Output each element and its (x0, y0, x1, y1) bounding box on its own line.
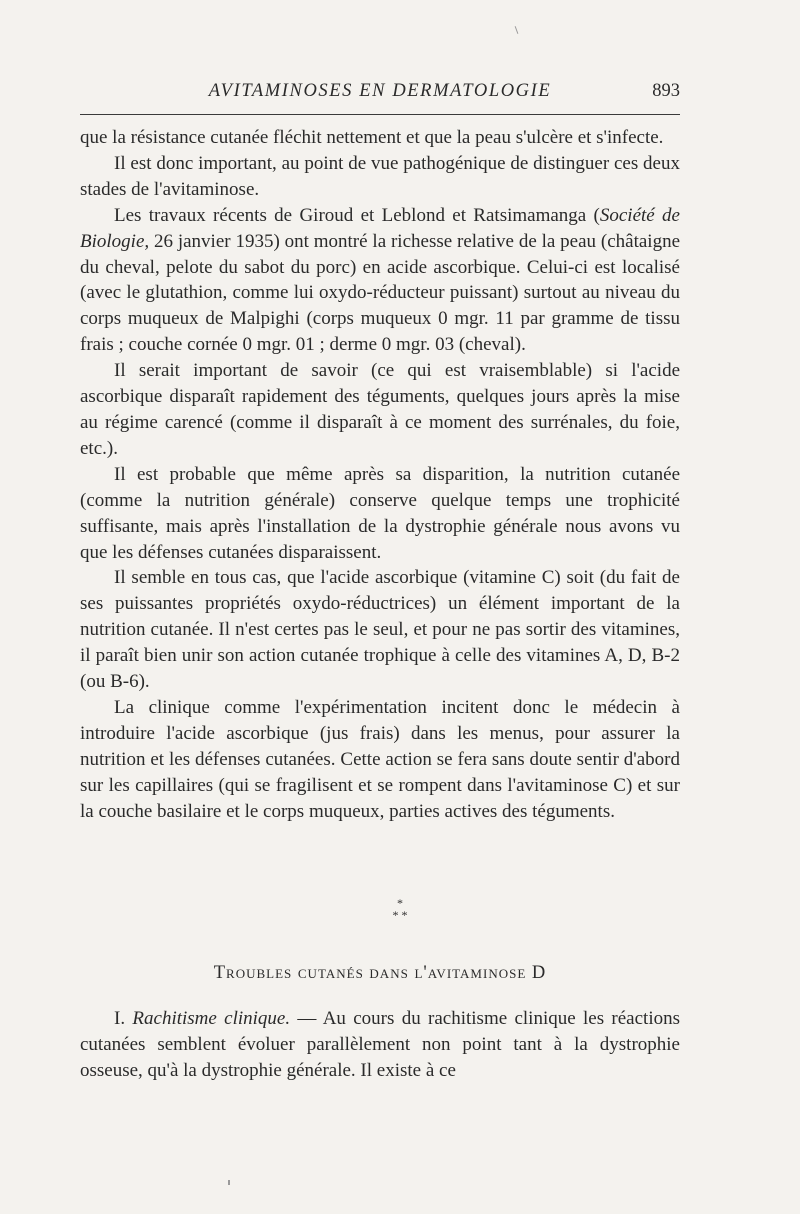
running-title: AVITAMINOSES EN DERMATOLOGIE (208, 81, 552, 101)
page-number: 893 (652, 81, 680, 101)
paragraph: Il serait important de savoir (ce qui est vraisemblable) si l'acide ascorbique disparaît rapidement des téguments, quelques jours après la mise au régime carencé (comme il disparaît à ce moment des surrénales, du foie, etc.). (80, 360, 680, 459)
section-title: Troubles cutanés dans l'avitaminose D (213, 963, 547, 983)
paragraph-text: — Au cours du rachitisme clinique les réactions cutanées semblent évoluer parallèlement non point tant à la dystrophie osseuse, qu'à la dystrophie générale. Il existe à ce (80, 1008, 680, 1081)
paragraph: Il est donc important, au point de vue pathogénique de distinguer ces deux stades de l'avitaminose. (80, 152, 680, 200)
print-speck (515, 26, 519, 34)
paragraph: que la résistance cutanée fléchit nettement et que la peau s'ulcère et s'infecte. (80, 127, 664, 148)
paragraph: Il semble en tous cas, que l'acide ascorbique (vitamine C) soit (du fait de ses puissantes propriétés oxydo-réductrices) un élément important de la nutrition cutanée. Il n'est certes pas le seul, et pour ne pas sortir des vitamines, il paraît bien unir son action cutanée trophique à celle des vitamines A, D, B-2 (ou B-6). (80, 567, 680, 693)
journal-title: Société de Biologie, (80, 204, 680, 252)
main-text (80, 125, 680, 824)
separator-star-top: * (397, 896, 403, 910)
paragraph: Il est probable que même après sa disparition, la nutrition cutanée (comme la nutrition générale) conserve quelque temps une trophicité suffisante, mais après l'installation de la dystrophie générale nous avons vu que les défenses cutanées disparaissent. (80, 463, 680, 563)
section-text (80, 1006, 680, 1084)
paragraph (80, 203, 680, 358)
subsection-title: Rachitisme clinique. (132, 1008, 291, 1029)
header-rule (80, 114, 680, 115)
paragraph-text: Les travaux récents de Giroud et Leblond et Ratsimamanga ( (114, 204, 600, 226)
separator-star-bottom: * * (392, 908, 408, 922)
paragraph: La clinique comme l'expérimentation incitent donc le médecin à introduire l'acide ascorbique (jus frais) dans les menus, pour assurer la nutrition et les défenses cutanées. Cette action se fera sans doute sentir d'abord sur les capillaires (qui se fragilisent et se rompent dans l'avitaminose C) et sur la couche basilaire et le corps muqueux, parties actives des téguments. (80, 696, 680, 822)
page-header (80, 78, 680, 108)
paragraph-lead: I. (114, 1008, 133, 1029)
print-speck (228, 1180, 230, 1185)
section-separator (0, 897, 800, 921)
paragraph-text: 26 janvier 1935) ont montré la richesse relative de la peau (châtaigne du cheval, pelote du sabot du porc) en acide ascorbique. Celui-ci est localisé (avec le glutathion, comme lui oxydo-réducteur puissant) surtout au niveau du corps muqueux de Malpighi (corps muqueux 0 mgr. 11 par gramme de tissu frais ; couche cornée 0 mgr. 01 ; derme 0 mgr. 03 (cheval). (80, 230, 680, 356)
paragraph (80, 1006, 680, 1084)
